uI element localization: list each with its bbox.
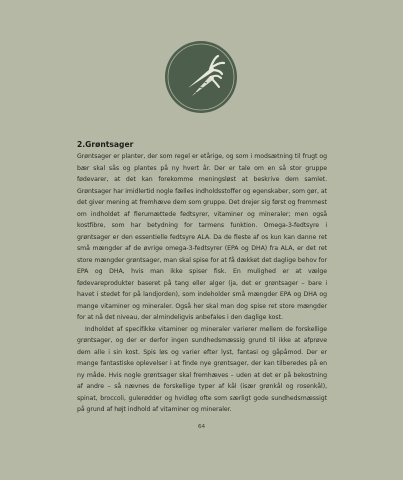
paragraph-1: Grøntsager er planter, der som regel er etårige, og som i modsætning til frugt og bær skal sås og plantes på ny hvert år. Der er tale om en så stor gruppe fødevarer, at det kan forekomme meningsløst at beskrive dem samlet. Grøntsager har imidlertid nogle fælles indholdsstoffer og egenskaber, som gør, at det giver mening at fremhæve dem som gruppe. Det drejer sig først og fremmest om indholdet af flerumættede fedtsyrer, vitaminer og mineraler; men også kostfibre, som har betydning for tarmens funktion. Omega-3-fedtsyre i grøntsager er den essentielle fedtsyre ALA. Da de fleste af os kun kan danne ret små mængder af de øvrige omega-3-fedtsyrer (EPA og DHA) fra ALA, er det ret store mængder grøntsager, man skal spise for at få dækket det daglige behov for EPA og DHA, hvis man ikke spiser fisk. En mulighed er at vælge fødevareprodukter baseret på tang eller alger (ja, det er grøntsager – bare i havet i stedet for på landjorden), som indeholder små mængder EPA og DHA og mange vitaminer og mineraler. Også her skal man dog spise ret store mængder for at nå det niveau, der almindeligvis anbefales i den daglige kost.: [77, 153, 327, 321]
carrots-icon: [164, 40, 238, 114]
paragraph-2: Indholdet af specifikke vitaminer og mineraler varierer mellem de forskellige grøntsager, og der er derfor ingen sundhedsmæssig grund til ikke at afprøve dem alle i sin kost. Spis løs og varier efter lyst, fantasi og gåpåmod. Der er mange fantastiske oplevelser i at finde nye grøntsager, der kan tilberedes på en ny måde. Hvis nogle grøntsager skal fremhæves – uden at det er på bekostning af andre – så nævnes de forskellige typer af kål (især grønkål og rosenkål), spinat, broccoli, gulerødder og hvidløg ofte som særligt gode sundhedsmæssigt på grund af højt indhold af vitaminer og mineraler.: [77, 325, 327, 413]
carrots-emblem: [164, 40, 238, 114]
section-grontsager: [77, 140, 327, 416]
page-number: 64: [197, 424, 206, 430]
section-heading: 2.Grøntsager: [77, 140, 134, 149]
